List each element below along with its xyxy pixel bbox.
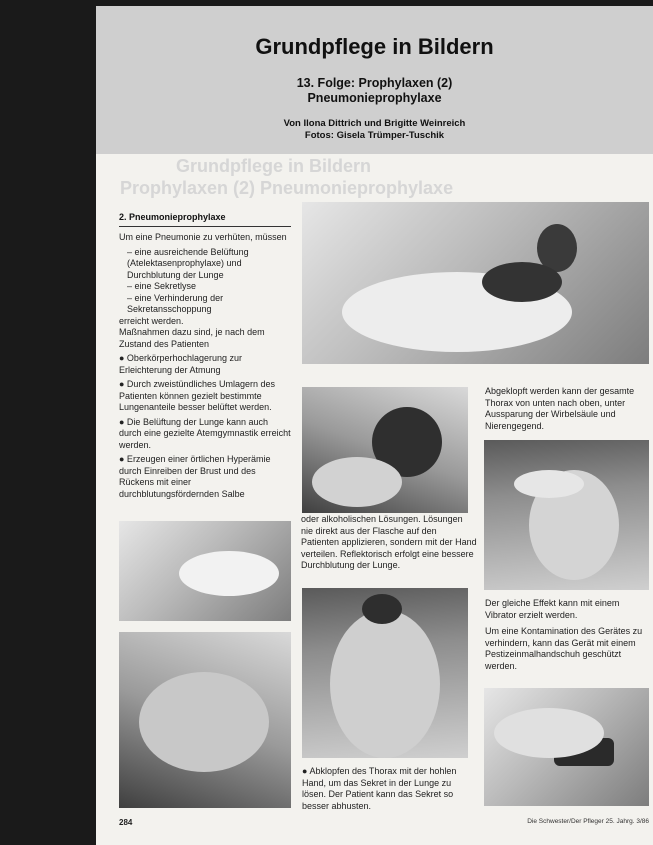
journal-citation: Die Schwester/Der Pfleger 25. Jahrg. 3/86 [527, 818, 649, 825]
list-item: – eine Verhinderung der Sekretansschoppung [127, 292, 224, 314]
photo-patient-upright-bed [302, 202, 649, 364]
subtitle-line-1: 13. Folge: Prophylaxen (2) [296, 76, 453, 90]
document-page [96, 6, 653, 845]
center-paragraph-2: ● Abklopfen des Thorax mit der hohlen Hand, um das Sekret in der Lunge zu lösen. Der Patient kann das Sekret so besser abhusten. [302, 766, 457, 811]
page-number: 284 [119, 818, 133, 827]
authors-line: Von Ilona Dittrich und Brigitte Weinreich [283, 118, 466, 129]
intro-text: Um eine Pneumonie zu verhüten, müssen [119, 232, 287, 242]
bullet-item: ● Die Belüftung der Lunge kann auch durch eine gezielte Atemgymnastik erreicht werden. [119, 416, 291, 450]
bullet-item: ● Erzeugen einer örtlichen Hyperämie durch Einreiben der Brust und des Rückens mit einer durchblutungsfördernden Salbe [119, 454, 271, 499]
bullet-item: ● Oberkörperhochlagerung zur Erleichterung der Atmung [119, 353, 243, 375]
header-banner [96, 6, 653, 154]
show-through-text [96, 156, 653, 200]
after-list-text: erreicht werden. [119, 315, 184, 326]
center-paragraph-1: oder alkoholischen Lösungen. Lösungen nie direkt aus der Flasche auf den Patienten applizieren, sondern mit der Hand verteilen. Reflektorisch erfolgt eine bessere Durchblutung der Lunge. [301, 514, 477, 570]
list-item: – eine ausreichende Belüftung (Atelektasenprophylaxe) und Durchblutung der Lunge [127, 246, 249, 280]
photo-vibrator-device [484, 688, 649, 806]
right-paragraph-1: Abgeklopft werden kann der gesamte Thorax von unten nach oben, unter Aussparung der Wirbelsäule und Nierengegend. [485, 386, 635, 431]
ghost-line-1: Grundpflege in Bildern [176, 156, 372, 176]
section-divider [119, 226, 291, 227]
ghost-line-2: Prophylaxen (2) Pneumonieprophylaxe [120, 178, 454, 198]
page-title: Grundpflege in Bildern [255, 34, 494, 59]
photo-back-rub [484, 440, 649, 590]
photo-credit-line: Fotos: Gisela Trümper-Tuschik [304, 130, 445, 141]
subtitle [96, 76, 653, 106]
photo-back-percussion [302, 588, 468, 758]
photo-chest-rub [119, 521, 291, 621]
photo-lying-patient [119, 632, 291, 808]
author-credits [96, 118, 653, 142]
photo-side-positioning [302, 387, 468, 513]
right-paragraph-2: Der gleiche Effekt kann mit einem Vibrator erzielt werden. [485, 598, 620, 620]
bullet-item: ● Durch zweistündliches Umlagern des Patienten können gezielt bestimmte Lungenanteile besser belüftet werden. [119, 379, 276, 412]
left-column-text [119, 232, 291, 503]
measures-text: Maßnahmen dazu sind, je nach dem Zustand des Patienten [119, 327, 265, 349]
subtitle-line-2: Pneumonieprophylaxe [307, 91, 442, 105]
list-item: – eine Sekretlyse [127, 281, 197, 291]
right-paragraph-3: Um eine Kontamination des Gerätes zu verhindern, kann das Gerät mit einem Pestizeinmalhandschuh geschützt werden. [485, 626, 643, 671]
section-heading: 2. Pneumonieprophylaxe [119, 212, 226, 222]
